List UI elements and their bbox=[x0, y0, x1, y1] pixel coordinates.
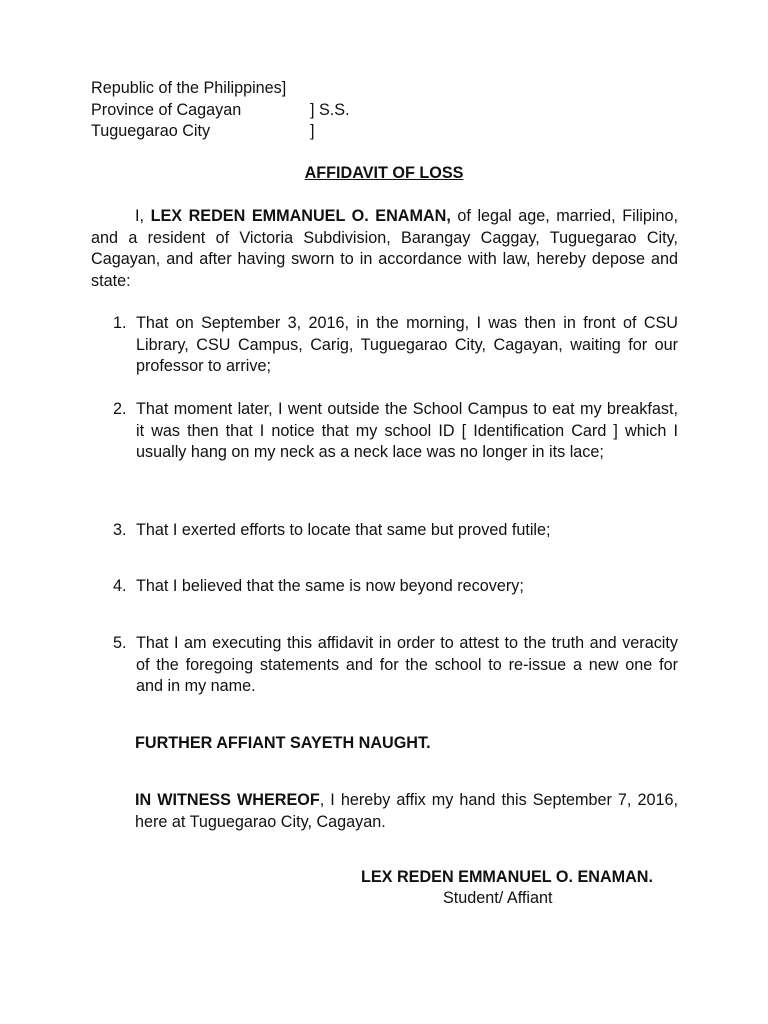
venue-line-republic bbox=[91, 78, 286, 100]
intro-paragraph bbox=[91, 206, 678, 292]
list-item-1 bbox=[113, 313, 678, 378]
list-item-number: 2. bbox=[113, 400, 127, 418]
venue-ss-bracket: ] S.S. bbox=[310, 100, 350, 119]
venue-line-province bbox=[91, 100, 350, 122]
intro-body: of legal age, married, Filipino, and a resident of Victoria Subdivision, Barangay Caggay, Tuguegarao City, Cagayan, and after having sworn to in accordance with law, hereby depose and state: bbox=[91, 207, 678, 290]
list-item-2 bbox=[113, 399, 678, 464]
signatory-name: LEX REDEN EMMANUEL O. ENAMAN. bbox=[361, 868, 653, 886]
list-item-3 bbox=[113, 520, 678, 542]
list-item-text: That on September 3, 2016, in the morning, I was then in front of CSU Library, CSU Campus, Carig, Tuguegarao City, Cagayan, waiting for our professor to arrive; bbox=[136, 314, 678, 376]
list-item-text: That moment later, I went outside the School Campus to eat my breakfast, it was then that I notice that my school ID [ Identification Card ] which I usually hang on my neck as a neck lace was no longer in its lace; bbox=[136, 400, 678, 462]
list-item-number: 3. bbox=[113, 521, 127, 539]
venue-republic: Republic of the Philippines] bbox=[91, 79, 287, 97]
witness-lead: IN WITNESS WHEREOF bbox=[135, 791, 320, 809]
list-item-number: 1. bbox=[113, 314, 127, 332]
list-item-number: 4. bbox=[113, 577, 127, 595]
document-title: AFFIDAVIT OF LOSS bbox=[304, 164, 464, 182]
list-item-text: That I believed that the same is now beyond recovery; bbox=[136, 577, 524, 595]
venue-province: Province of Cagayan bbox=[91, 100, 242, 119]
venue-city-bracket: ] bbox=[310, 122, 315, 140]
list-item-4 bbox=[113, 576, 678, 598]
affiant-name-inline: LEX REDEN EMMANUEL O. ENAMAN, bbox=[150, 207, 451, 225]
witness-paragraph bbox=[135, 790, 678, 833]
list-item-number: 5. bbox=[113, 634, 127, 652]
venue-city: Tuguegarao City bbox=[91, 122, 211, 140]
venue-block bbox=[91, 78, 350, 143]
signatory-role: Student/ Affiant bbox=[443, 889, 553, 907]
intro-prefix: I, bbox=[135, 207, 151, 225]
venue-line-city bbox=[91, 121, 315, 143]
further-affiant-line: FURTHER AFFIANT SAYETH NAUGHT. bbox=[135, 734, 431, 752]
list-item-text: That I am executing this affidavit in order to attest to the truth and veracity of the foregoing statements and for the school to re-issue a new one for and in my name. bbox=[136, 634, 678, 696]
list-item-5 bbox=[113, 633, 678, 698]
witness-body: , I hereby affix my hand this September 7, 2016, here at Tuguegarao City, Cagayan. bbox=[135, 791, 678, 831]
list-item-text: That I exerted efforts to locate that same but proved futile; bbox=[136, 521, 551, 539]
